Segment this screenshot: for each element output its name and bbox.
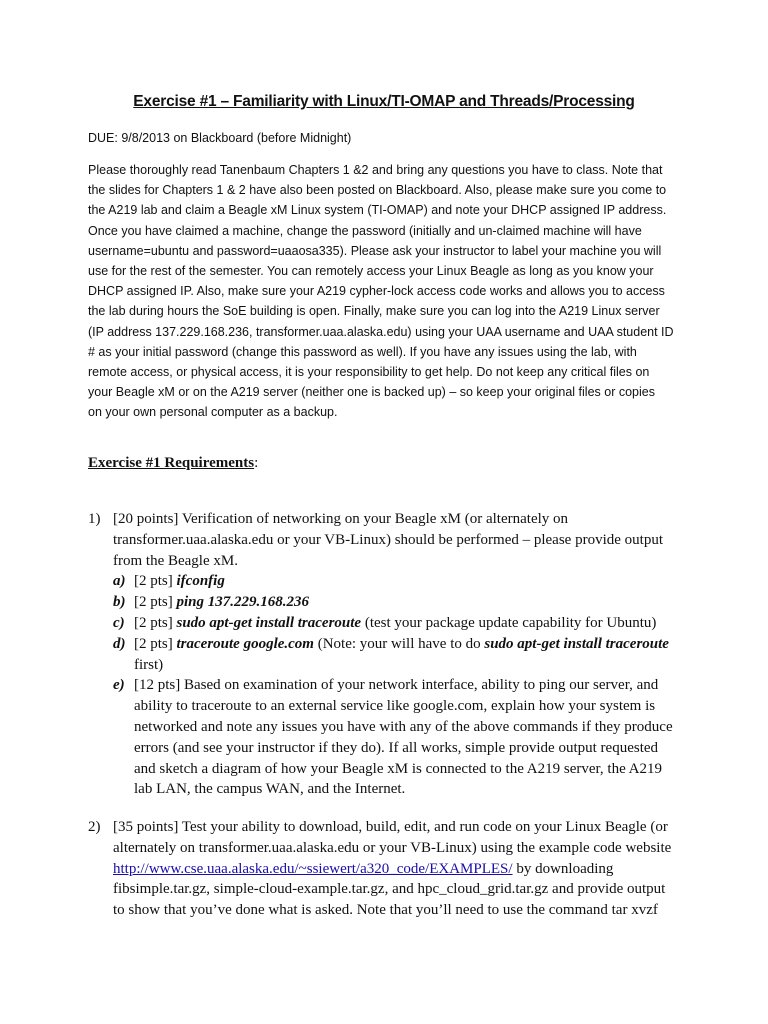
item-line: to show that you’ve done what is asked. Note that you’ll need to use the command tar xvzf <box>113 902 658 919</box>
subitem-e <box>88 675 688 800</box>
subitem-c <box>88 613 688 634</box>
intro-paragraph <box>88 160 688 423</box>
item-line: [20 points] Verification of networking on your Beagle xM (or alternately on <box>113 511 569 527</box>
intro-line: username=ubuntu and password=uaaosa335). Please ask your instructor to label your machine you will <box>88 243 662 258</box>
item-number: 1) <box>88 511 101 527</box>
examples-link[interactable]: http://www.cse.uaa.alaska.edu/~ssiewert/a320_code/EXAMPLES/ <box>113 860 513 877</box>
subitem-command: sudo apt-get install traceroute <box>176 614 362 631</box>
intro-line: the lab during hours the SoE building is open. Finally, make sure you can log into the A219 Linux server <box>88 304 660 319</box>
subitem-letter: b) <box>113 594 126 611</box>
intro-line: your Beagle xM or on the A219 server (neither one is backed up) – so keep your original files or copies <box>88 385 655 400</box>
intro-line: the A219 lab and claim a Beagle xM Linux system (TI-OMAP) and note your DHCP assigned IP address. <box>88 203 667 218</box>
intro-line: the slides for Chapters 1 & 2 have also been posted on Blackboard. Also, please make sure you come to <box>88 183 667 198</box>
intro-line: use for the rest of the semester. You can remotely access your Linux Beagle as long as you know your <box>88 264 654 279</box>
subitem-letter: e) <box>113 677 125 694</box>
subitem-text: (test your package update capability for Ubuntu) <box>361 614 657 631</box>
subitem-b <box>88 592 688 613</box>
subitem-letter: d) <box>113 635 126 652</box>
subitem-command: traceroute google.com <box>176 635 314 652</box>
item-line: [35 points] Test your ability to download, build, edit, and run code on your Linux Beagle (or <box>113 819 668 835</box>
subitem-text: first) <box>134 656 164 673</box>
subitem-d <box>88 634 688 676</box>
subitem-a <box>88 571 688 592</box>
subitem-points: [2 pts] <box>134 594 177 611</box>
requirements-heading-colon: : <box>254 455 259 471</box>
item-line: from the Beagle xM. <box>113 552 238 569</box>
due-date: DUE: 9/8/2013 on Blackboard (before Midnight) <box>88 131 352 145</box>
item-line: transformer.uaa.alaska.edu or your VB-Linux) should be performed – please provide output <box>113 531 663 548</box>
subitem-line: lab LAN, the campus WAN, and the Internet. <box>134 781 406 798</box>
intro-line: Please thoroughly read Tanenbaum Chapters 1 &2 and bring any questions you have to class. Note that <box>88 163 663 177</box>
subitem-letter: c) <box>113 614 125 631</box>
document-title: Exercise #1 – Familiarity with Linux/TI-OMAP and Threads/Processing <box>133 93 635 110</box>
intro-line: remote access, or physical access, it is your responsibility to get help. Do not keep any critical files on <box>88 365 650 380</box>
subitem-points: [2 pts] <box>134 635 177 652</box>
subitem-command: sudo apt-get install traceroute <box>484 635 669 652</box>
subitem-points: [2 pts] <box>134 614 177 631</box>
subitem-command: ifconfig <box>176 573 225 590</box>
subitem-line: ability to traceroute to an external service like google.com, explain how your system is <box>134 698 656 715</box>
intro-line: Once you have claimed a machine, change the password (initially and un-claimed machine will have <box>88 223 642 238</box>
subitem-text: (Note: your will have to do <box>313 635 485 652</box>
subitem-line: [12 pts] Based on examination of your network interface, ability to ping our server, and <box>134 677 659 694</box>
requirements-heading <box>88 455 258 472</box>
item-line: fibsimple.tar.gz, simple-cloud-example.tar.gz, and hpc_cloud_grid.tar.gz and provide output <box>113 881 666 898</box>
subitem-line: errors (and see your instructor if they do). If all works, simple provide output requested <box>134 739 659 756</box>
intro-line: (IP address 137.229.168.236, transformer.uaa.alaska.edu) using your UAA username and UAA student ID <box>88 324 674 339</box>
subitem-command: ping 137.229.168.236 <box>176 594 310 611</box>
item-text: by downloading <box>512 860 614 877</box>
subitem-line: networked and note any issues you have with any of the above commands if they produce <box>134 718 673 735</box>
subitem-line: and sketch a diagram of how your Beagle xM is connected to the A219 server, the A219 <box>134 760 663 777</box>
item-number: 2) <box>88 819 101 835</box>
subitem-letter: a) <box>113 573 126 590</box>
requirements-heading-text: Exercise #1 Requirements <box>88 455 255 471</box>
intro-line: # as your initial password (change this password as well). If you have any issues using the lab, with <box>88 344 637 359</box>
intro-line: DHCP assigned IP. Also, make sure your A219 cypher-lock access code works and allows you to access <box>88 284 665 299</box>
requirement-item-2 <box>88 817 688 921</box>
item-line: alternately on transformer.uaa.alaska.edu or your VB-Linux) using the example code website <box>113 839 672 856</box>
subitem-points: [2 pts] <box>134 573 177 590</box>
requirement-item-1 <box>88 509 688 800</box>
intro-line: on your own personal computer as a backup. <box>88 405 338 420</box>
